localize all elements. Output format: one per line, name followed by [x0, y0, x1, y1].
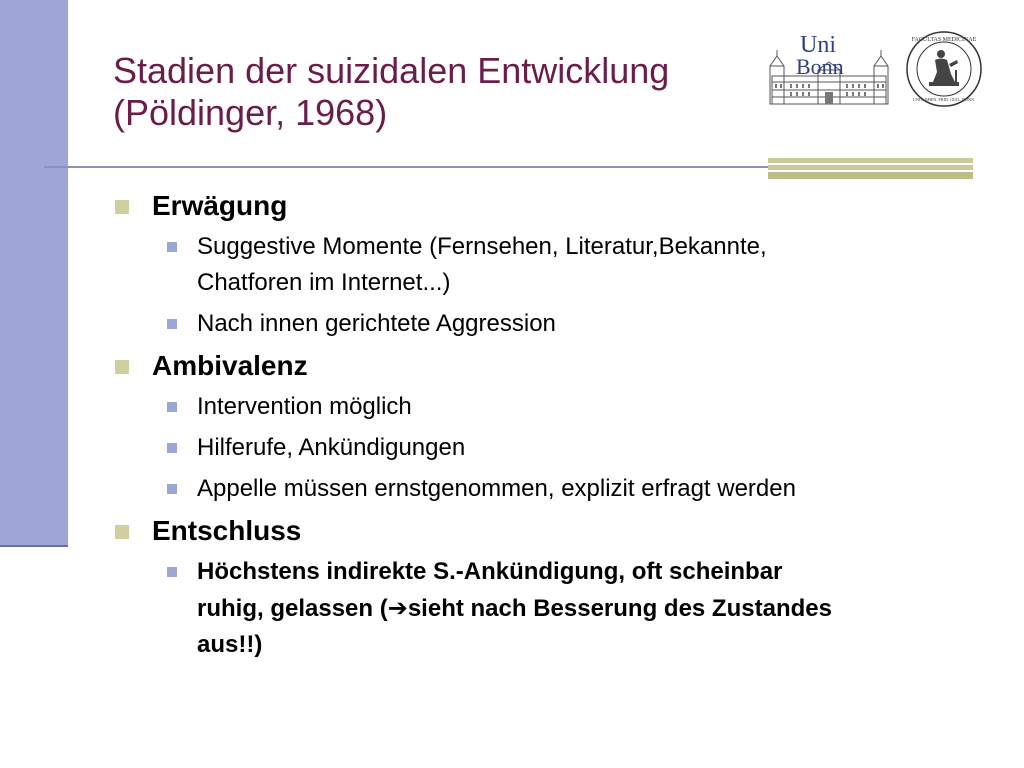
square-bullet-icon	[115, 200, 129, 214]
list-item-line: Nach innen gerichtete Aggression	[197, 310, 556, 337]
list-item-line: Hilferufe, Ankündigungen	[197, 434, 466, 461]
section-heading-entschluss	[113, 513, 993, 549]
small-square-bullet-icon	[167, 242, 177, 252]
title-line-1: Stadien der suizidalen Entwicklung	[113, 50, 670, 91]
title-divider	[44, 166, 772, 168]
accent-stripes	[768, 158, 973, 180]
list-item-line: Intervention möglich	[197, 393, 412, 420]
square-bullet-icon	[115, 360, 129, 374]
logo-bonn-text: Bonn	[796, 54, 844, 79]
uni-bonn-logo	[766, 30, 892, 108]
small-square-bullet-icon	[167, 402, 177, 412]
list-item-line: Appelle müssen ernstgenommen, explizit erfragt werden	[197, 475, 796, 502]
section-heading-text: Erwägung	[152, 190, 288, 221]
section-heading-text: Entschluss	[152, 515, 302, 546]
list-item-line: Chatforen im Internet...)	[197, 269, 451, 296]
left-decorative-bar	[0, 0, 68, 545]
list-item-line: Suggestive Momente (Fernsehen, Literatur,Bekannte,	[197, 233, 767, 260]
square-bullet-icon	[115, 525, 129, 539]
right-arrow-icon: ➔	[387, 594, 408, 622]
list-item	[113, 306, 993, 342]
list-item	[113, 554, 993, 663]
seal-bottom-text: UNIV. RHEN. FRID. GUIL. BONN.	[912, 97, 976, 102]
small-square-bullet-icon	[167, 443, 177, 453]
section-heading-ambivalenz	[113, 348, 993, 384]
slide-title	[113, 50, 753, 134]
logo-uni-text: Uni	[800, 32, 836, 58]
small-square-bullet-icon	[167, 319, 177, 329]
left-bar-underline	[0, 545, 68, 547]
list-item	[113, 389, 993, 425]
list-item	[113, 430, 993, 466]
list-item-line: aus!!)	[197, 631, 263, 658]
list-item	[113, 471, 993, 507]
section-heading-text: Ambivalenz	[152, 350, 308, 381]
list-item-line: Höchstens indirekte S.-Ankündigung, oft scheinbar	[197, 558, 783, 585]
title-line-2: (Pöldinger, 1968)	[113, 92, 388, 133]
list-item	[113, 229, 993, 301]
list-item-text: sieht nach Besserung des Zustandes	[407, 595, 832, 622]
slide-content	[113, 188, 993, 663]
section-heading-erwaegung	[113, 188, 993, 224]
list-item-line	[197, 590, 993, 627]
faculty-seal-logo	[905, 30, 983, 108]
seal-top-text: FACULTAS MEDICINAE	[911, 37, 977, 43]
small-square-bullet-icon	[167, 567, 177, 577]
list-item-text: ruhig, gelassen (	[197, 595, 388, 622]
small-square-bullet-icon	[167, 484, 177, 494]
